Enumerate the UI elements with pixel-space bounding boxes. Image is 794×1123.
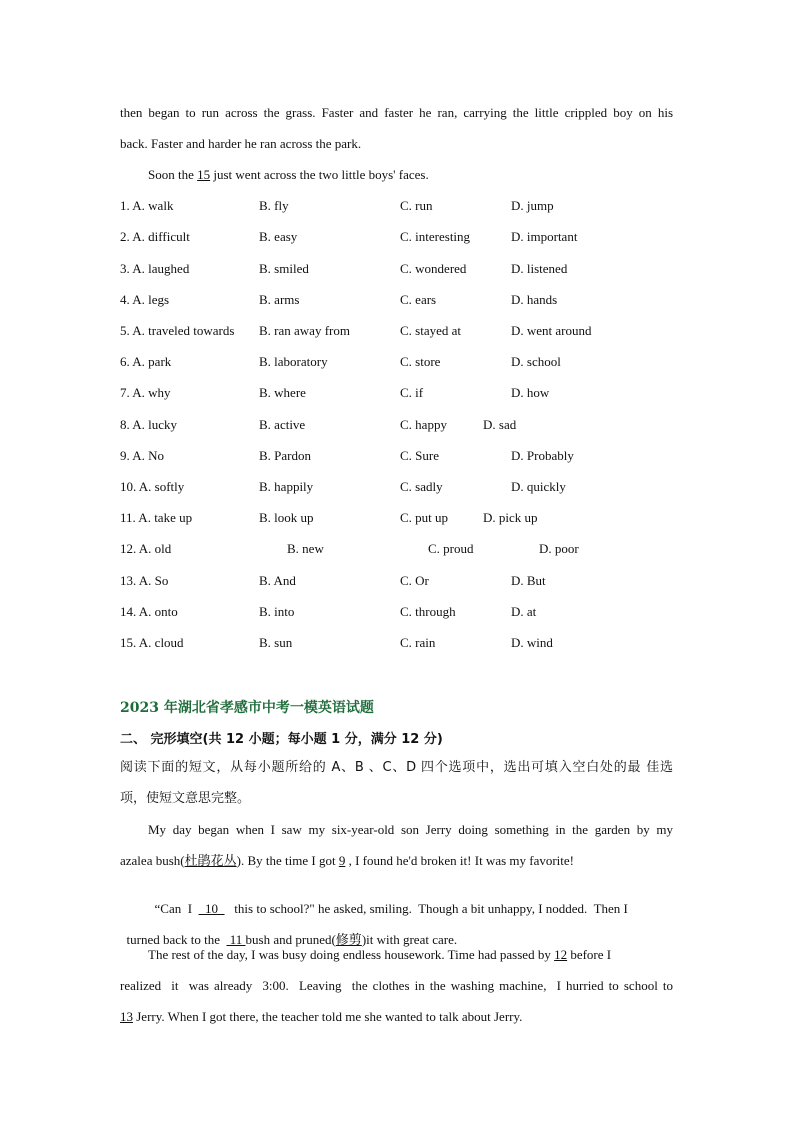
option-q11-n: 11. A. take up	[120, 510, 193, 525]
option-q9-n: 9. A. No	[120, 448, 165, 463]
passage2-text: this to school?" he asked, smiling. Though a bit unhappy, I nodded. Then I	[224, 901, 628, 916]
option-q15-n: 15. A. cloud	[120, 635, 184, 650]
passage2-text: The rest of the day, I was busy doing endless housework. Time had passed by	[148, 947, 555, 962]
option-q8-d: D. sad	[483, 417, 517, 432]
passage2-p1-line1: My day began when I saw my six-year-old son Jerry doing something in the garden by my	[148, 822, 673, 837]
option-q4-n: 4. A. legs	[120, 292, 170, 307]
blank-12: 12	[554, 947, 568, 962]
chinese-gloss: 杜鹃花丛	[184, 854, 237, 869]
passage2-text: , I found he'd broken it! It was my favorite!	[345, 853, 575, 868]
option-q5-c: C. stayed at	[400, 323, 462, 338]
option-q1-n: 1. A. walk	[120, 198, 174, 213]
option-q2-d: D. important	[511, 229, 578, 244]
option-q4-c: C. ears	[400, 292, 437, 307]
option-q3-d: D. listened	[511, 261, 568, 276]
option-q2-c: C. interesting	[400, 229, 471, 244]
passage2-p1-line2	[120, 853, 574, 870]
section-title: 2023 年湖北省孝感市中考一模英语试题	[120, 700, 374, 716]
passage1-line3-text-end: just went across the two little boys' faces.	[210, 167, 429, 182]
passage2-text: turned back to the	[126, 932, 227, 947]
option-q8-c: C. happy	[400, 417, 447, 432]
option-q4-b: B. arms	[259, 292, 300, 307]
option-q5-d: D. went around	[511, 323, 592, 338]
option-q7-c: C. if	[400, 385, 424, 400]
chinese-gloss: 修剪	[335, 933, 362, 948]
option-q13-n: 13. A. So	[120, 573, 169, 588]
option-q13-b: B. And	[259, 573, 296, 588]
option-q15-c: C. rain	[400, 635, 436, 650]
option-q8-b: B. active	[259, 417, 306, 432]
option-q9-b: B. Pardon	[259, 448, 311, 463]
option-q6-c: C. store	[400, 354, 441, 369]
option-q1-d: D. jump	[511, 198, 554, 213]
option-q13-c: C. Or	[400, 573, 429, 588]
option-q15-d: D. wind	[511, 635, 553, 650]
option-q6-b: B. laboratory	[259, 354, 328, 369]
passage2-p3-line3	[120, 1009, 522, 1025]
option-q11-b: B. look up	[259, 510, 314, 525]
option-q1-c: C. run	[400, 198, 433, 213]
option-q15-b: B. sun	[259, 635, 293, 650]
blank-9: 9	[338, 853, 346, 868]
section-heading: 二、 完形填空(共 12 小题；每小题 1 分，满分 12 分)	[120, 732, 443, 747]
option-q14-c: C. through	[400, 604, 456, 619]
option-q2-n: 2. A. difficult	[120, 229, 190, 244]
option-q7-d: D. how	[511, 385, 550, 400]
option-q9-c: C. Sure	[400, 448, 439, 463]
passage2-text: before I	[567, 947, 612, 962]
passage2-p2-line2	[120, 916, 457, 949]
passage1-line2: back. Faster and harder he ran across the park.	[120, 136, 362, 151]
option-q7-n: 7. A. why	[120, 385, 171, 400]
option-q13-d: D. But	[511, 573, 546, 588]
option-q7-b: B. where	[259, 385, 306, 400]
option-q11-c: C. put up	[400, 510, 449, 525]
option-q8-n: 8. A. lucky	[120, 417, 178, 432]
blank-13: 13	[120, 1009, 133, 1024]
passage2-p3-line2: realized it was already 3:00. Leaving the clothes in the washing machine, I hurried to school to	[120, 978, 673, 993]
passage2-text: azalea bush(	[120, 853, 185, 868]
passage2-text: ). By the time I got	[236, 853, 339, 868]
option-q14-d: D. at	[511, 604, 537, 619]
option-q2-b: B. easy	[259, 229, 298, 244]
passage2-text: Jerry. When I got there, the teacher told me she wanted to talk about Jerry.	[133, 1009, 523, 1024]
blank-10: 10	[198, 901, 225, 916]
passage1-line3	[148, 167, 429, 183]
passage2-text: )it with great care.	[361, 932, 458, 947]
option-q4-d: D. hands	[511, 292, 558, 307]
instructions-line1: 阅读下面的短文，从每小题所给的 A、B 、C、D 四个选项中，选出可填入空白处的最 佳选	[120, 760, 673, 775]
passage2-text: bush and pruned(	[245, 932, 336, 947]
passage2-p3-line1	[148, 947, 611, 963]
passage1-line1: then began to run across the grass. Faster and faster he ran, carrying the little crippled boy on his	[120, 105, 673, 120]
option-q6-d: D. school	[511, 354, 561, 369]
blank-11: 11	[226, 932, 246, 947]
option-q1-b: B. fly	[259, 198, 289, 213]
option-q10-n: 10. A. softly	[120, 479, 185, 494]
option-q10-b: B. happily	[259, 479, 314, 494]
option-q12-d: D. poor	[539, 541, 579, 556]
option-q14-b: B. into	[259, 604, 295, 619]
passage1-line3-text: Soon the	[148, 167, 198, 182]
passage2-p2-line1	[148, 885, 673, 917]
option-q11-d: D. pick up	[483, 510, 538, 525]
option-q10-c: C. sadly	[400, 479, 443, 494]
option-q5-n: 5. A. traveled towards	[120, 323, 235, 338]
option-q5-b: B. ran away from	[259, 323, 350, 338]
option-q9-d: D. Probably	[511, 448, 574, 463]
option-q10-d: D. quickly	[511, 479, 566, 494]
option-q6-n: 6. A. park	[120, 354, 172, 369]
blank-15: 15	[197, 167, 211, 182]
option-q3-b: B. smiled	[259, 261, 309, 276]
option-q3-c: C. wondered	[400, 261, 467, 276]
option-q3-n: 3. A. laughed	[120, 261, 190, 276]
passage2-text: “Can I	[154, 901, 199, 916]
instructions-line2: 项，使短文意思完整。	[120, 791, 251, 806]
option-q12-n: 12. A. old	[120, 541, 172, 556]
option-q14-n: 14. A. onto	[120, 604, 178, 619]
option-q12-c: C. proud	[428, 541, 474, 556]
option-q12-b: B. new	[287, 541, 324, 556]
